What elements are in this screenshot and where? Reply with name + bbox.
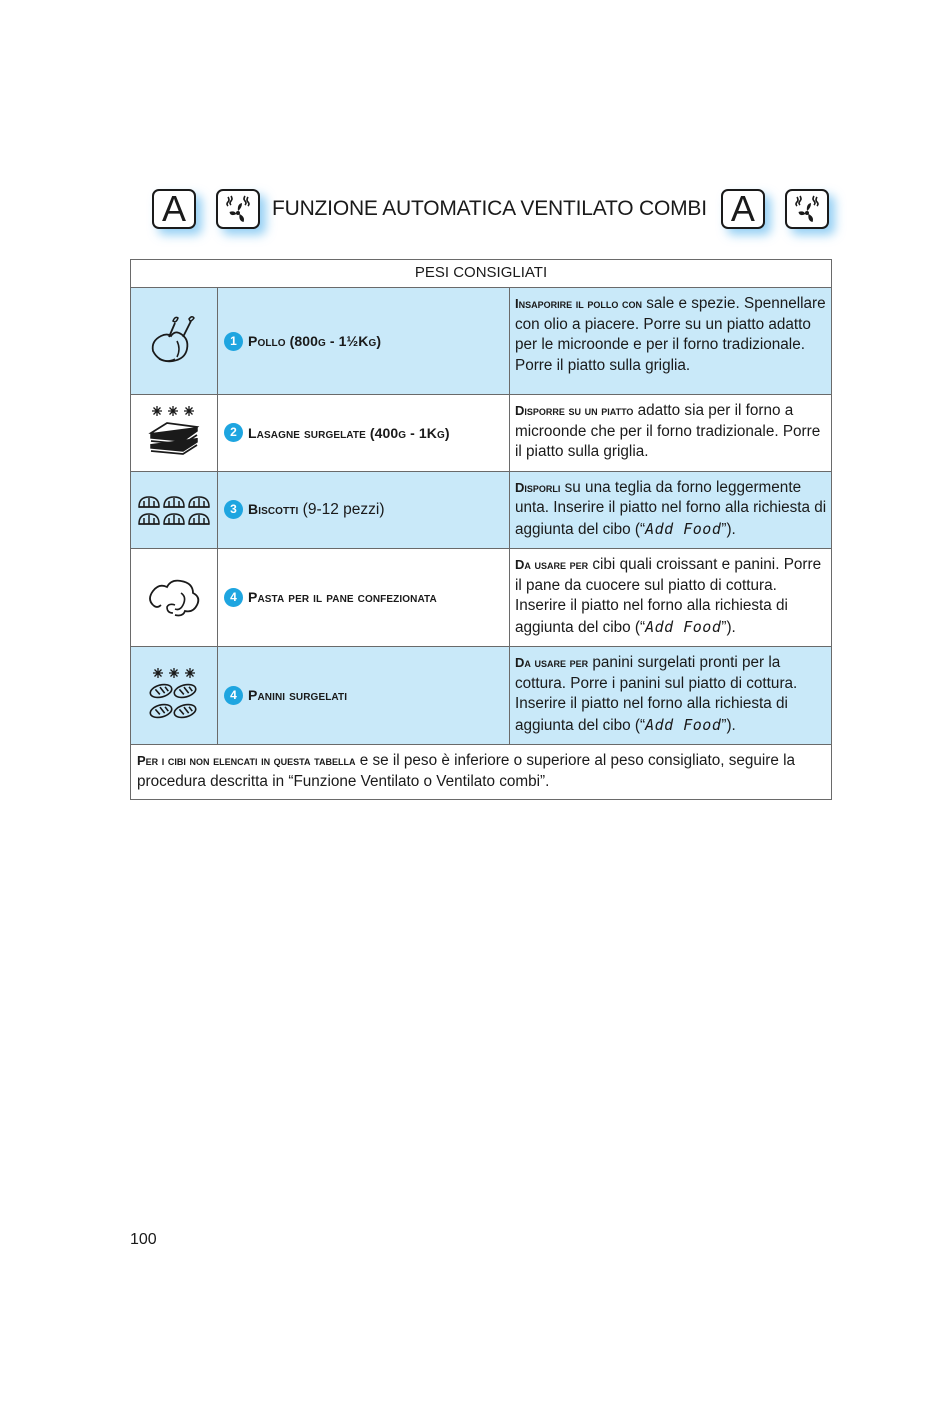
instruction-tail: ”). [721,716,736,734]
auto-letter-right: A [730,188,755,229]
food-name: Pollo (800g - 1½Kg) [248,332,382,349]
table-row [131,288,832,395]
step-number: 4 [224,686,243,705]
food-quantity: (9-12 pezzi) [298,501,385,518]
step-number: 4 [224,588,243,607]
instruction-lead: Insaporire il pollo con [515,296,642,311]
instruction-text: panini surgelati pronti per la cottura. Porre i panini sul piatto di cottura. Inserire il piatto nel forno alla richiesta di aggiunta del cibo (“ [515,654,798,734]
food-name: Lasagne surgelate (400g - 1Kg) [248,424,450,441]
title-row [152,185,822,233]
add-food-display-text: Add Food [645,519,722,538]
instruction-text: cibi quali croissant e panini. Porre il pane da cuocere sul piatto di cottura. Inserire il piatto nel forno alla richiesta di aggiunta del cibo (“ [515,556,822,636]
table-row [131,471,832,549]
footer-text: e se il peso è inferiore o superiore al peso consigliato, seguire la procedura descritta in “Funzione Ventilato o Ventilato combi”. [137,752,796,790]
bread-dough-icon [143,573,205,623]
page-number: 100 [130,1231,157,1248]
instruction-lead: Disporli [515,479,561,495]
auto-mode-badge-right [721,189,765,229]
cookies-icon [137,493,211,527]
step-number: 3 [224,500,243,519]
step-number: 1 [224,332,243,351]
instruction-lead: Da usare per [515,557,589,572]
add-food-display-text: Add Food [645,617,722,636]
table-heading: PESI CONSIGLIATI [131,260,832,288]
fan-combi-badge [216,189,260,229]
instruction-tail: ”). [721,618,736,636]
table-row [131,395,832,472]
instruction-lead: Disporre su un piatto [515,403,634,418]
page-title: FUNZIONE AUTOMATICA VENTILATO COMBI [272,197,707,220]
footer-lead: Per i cibi non elencati in questa tabella [137,753,356,768]
frozen-lasagne-icon [143,405,205,461]
instruction-text: adatto sia per il forno a microonde che per il forno tradizionale. Porre il piatto sulla griglia. [515,402,821,460]
table-row [131,549,832,647]
table-footer-row [131,745,832,800]
auto-mode-badge [152,189,196,229]
instruction-text: su una teglia da forno leggermente unta. Inserire il piatto nel forno alla richiesta di aggiunta del cibo (“ [515,478,827,538]
instruction-text: sale e spezie. Spennellare con olio a piacere. Porre su un piatto adatto per le microonde e per il forno tradizionale. Porre il piatto sulla griglia. [515,295,826,374]
chicken-icon [143,311,205,371]
food-name: Pasta per il pane confezionata [248,589,437,606]
fan-combi-badge-right [785,189,829,229]
frozen-rolls-icon [143,667,205,725]
instruction-lead: Da usare per [515,655,589,670]
table-row [131,647,832,745]
food-name: Biscotti [248,501,299,517]
recommended-weights-table [130,259,832,800]
add-food-display-text: Add Food [645,715,722,734]
fan-combi-icon [221,193,255,225]
fan-combi-icon [790,193,824,225]
instruction-tail: ”). [721,520,736,538]
step-number: 2 [224,423,243,442]
auto-letter: A [161,188,186,229]
food-name: Panini surgelati [248,687,348,704]
